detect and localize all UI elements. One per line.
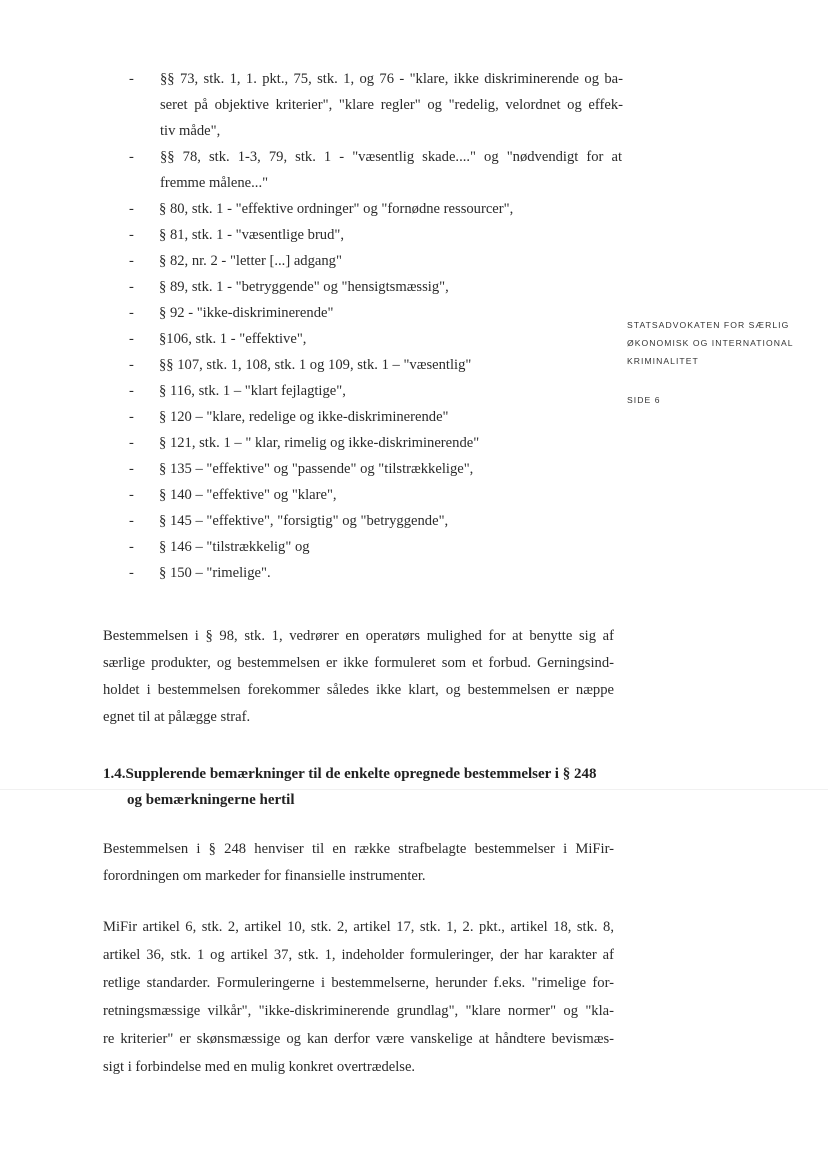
list-item-line: seret på objektive kriterier", "klare regler" og "redelig, velordnet og effek- (160, 97, 623, 113)
list-item-text: § 89, stk. 1 - "betryggende" og "hensigtsmæssig", (159, 279, 449, 295)
list-item (0, 274, 828, 300)
bullet-dash: - (129, 279, 134, 295)
paragraph-line: artikel 36, stk. 1 og artikel 37, stk. 1, indeholder formuleringer, der har karakter af (103, 947, 614, 963)
list-item (0, 482, 828, 508)
bullet-dash: - (129, 461, 134, 477)
list-item-line: §§ 78, stk. 1-3, 79, stk. 1 - "væsentlig skade...." og "nødvendigt for at (160, 149, 622, 165)
bullet-dash: - (129, 357, 134, 373)
list-item (0, 456, 828, 482)
paragraph-line: særlige produkter, og bestemmelsen er ikke formuleret som et forbud. Gerningsind- (103, 655, 614, 671)
list-item-text: § 145 – "effektive", "forsigtig" og "betryggende", (159, 513, 449, 529)
list-item-line: fremme målene..." (160, 175, 269, 191)
list-item-text (160, 144, 622, 196)
list-item-text: § 150 – "rimelige". (159, 565, 271, 581)
list-item-line: tiv måde", (160, 123, 221, 139)
section-heading (103, 761, 623, 813)
bullet-dash: - (129, 201, 134, 217)
bullet-dash: - (129, 565, 134, 581)
heading-line: 1.4.Supplerende bemærkninger til de enkelte opregnede bestemmelser i § 248 (103, 766, 597, 782)
paragraph-line: egnet til at pålægge straf. (103, 709, 251, 725)
list-item-text: § 80, stk. 1 - "effektive ordninger" og "fornødne ressourcer", (159, 201, 514, 217)
paragraph-line: holdet i bestemmelsen forekommer således ikke klart, og bestemmelsen er næppe (103, 682, 614, 698)
paragraph-line: retlige standarder. Formuleringerne i bestemmelserne, herunder f.eks. "rimelige for- (103, 975, 614, 991)
list-item-text: §§ 107, stk. 1, 108, stk. 1 og 109, stk. 1 – "væsentlig" (159, 357, 472, 373)
list-item-text: § 140 – "effektive" og "klare", (159, 487, 337, 503)
list-item-text: § 121, stk. 1 – " klar, rimelig og ikke-diskriminerende" (159, 435, 480, 451)
list-item (0, 222, 828, 248)
list-item-text: § 81, stk. 1 - "væsentlige brud", (159, 227, 345, 243)
heading-line: og bemærkningerne hertil (127, 792, 295, 808)
list-item-text: § 135 – "effektive" og "passende" og "tilstrækkelige", (159, 461, 474, 477)
sender-line: ØKONOMISK OG INTERNATIONAL (627, 338, 794, 348)
list-item (0, 430, 828, 456)
list-item (0, 534, 828, 560)
bullet-dash: - (129, 305, 134, 321)
list-item (0, 508, 828, 534)
bullet-dash: - (129, 513, 134, 529)
list-item-text: § 82, nr. 2 - "letter [...] adgang" (159, 253, 342, 269)
list-item (0, 196, 828, 222)
bullet-dash: - (129, 487, 134, 503)
list-item-text: §106, stk. 1 - "effektive", (159, 331, 307, 347)
list-item-text: § 146 – "tilstrækkelig" og (159, 539, 310, 555)
sender-line: STATSADVOKATEN FOR SÆRLIG (627, 320, 790, 330)
paragraph (103, 623, 614, 731)
sender-block (627, 316, 817, 370)
bullet-dash: - (129, 435, 134, 451)
paragraph-line: retningsmæssige vilkår", "ikke-diskriminerende grundlag", "klare normer" og "kla- (103, 1003, 614, 1019)
bullet-dash: - (129, 253, 134, 269)
bullet-dash: - (129, 331, 134, 347)
paragraph-line: MiFir artikel 6, stk. 2, artikel 10, stk. 2, artikel 17, stk. 1, 2. pkt., artikel 18, stk. 8, (103, 919, 614, 935)
paragraph-line: sigt i forbindelse med en mulig konkret overtrædelse. (103, 1059, 416, 1075)
list-item (0, 560, 828, 586)
bullet-dash: - (129, 539, 134, 555)
list-item-text (160, 66, 623, 144)
list-item-line: §§ 73, stk. 1, 1. pkt., 75, stk. 1, og 76 - "klare, ikke diskriminerende og ba- (160, 71, 623, 87)
list-item (0, 378, 828, 404)
paragraph-line: Bestemmelsen i § 98, stk. 1, vedrører en operatørs mulighed for at benytte sig af (103, 628, 614, 644)
list-item-text: § 116, stk. 1 – "klart fejlagtige", (159, 383, 346, 399)
paragraph-line: re kriterier" er skønsmæssige og kan derfor være vanskelige at håndtere bevismæs- (103, 1031, 614, 1047)
list-item (0, 144, 828, 196)
paragraph-line: forordningen om markeder for finansielle instrumenter. (103, 868, 426, 884)
list-item-text: § 92 - "ikke-diskriminerende" (159, 305, 334, 321)
page-number: SIDE 6 (627, 395, 661, 405)
list-item-text: § 120 – "klare, redelige og ikke-diskriminerende" (159, 409, 449, 425)
paragraph-line: Bestemmelsen i § 248 henviser til en række strafbelagte bestemmelser i MiFir- (103, 841, 614, 857)
sender-line: KRIMINALITET (627, 356, 699, 366)
list-item (0, 248, 828, 274)
paragraph (103, 836, 614, 890)
bullet-dash: - (129, 409, 134, 425)
paragraph (103, 913, 614, 1081)
bullet-dash: - (129, 71, 134, 87)
bullet-dash: - (129, 149, 134, 165)
bullet-dash: - (129, 383, 134, 399)
list-item (0, 66, 828, 144)
list-item (0, 404, 828, 430)
bullet-dash: - (129, 227, 134, 243)
